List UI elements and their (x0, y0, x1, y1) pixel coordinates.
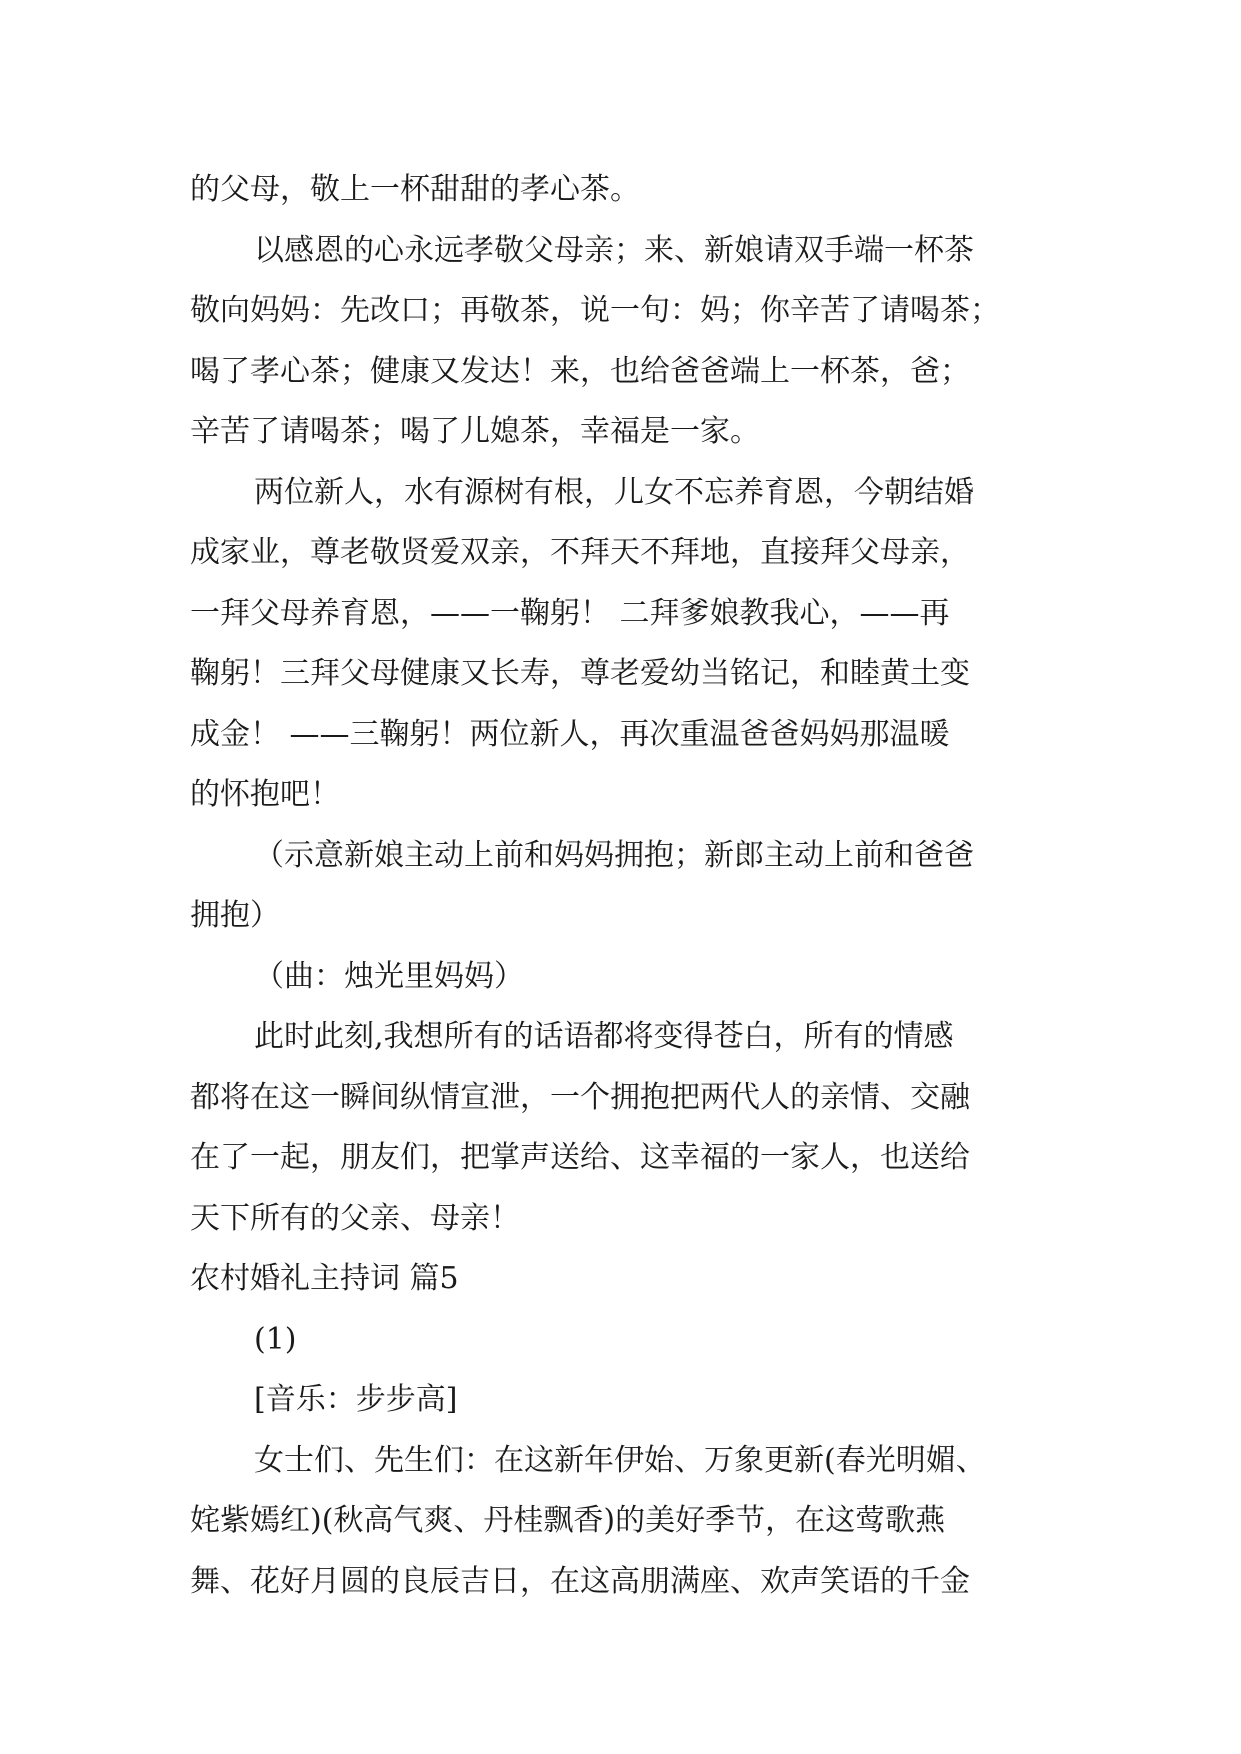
text-line: 在了一起，朋友们，把掌声送给、这幸福的一家人，也送给 (190, 1140, 970, 1175)
text-line: 天下所有的父亲、母亲！ (190, 1200, 520, 1236)
text-line: 的怀抱吧！ (190, 777, 340, 812)
text-line: 辛苦了请喝茶；喝了儿媳茶，幸福是一家。 (190, 414, 760, 449)
text-line: 此时此刻,我想所有的话语都将变得苍白，所有的情感 (254, 1019, 954, 1054)
text-line: 一拜父母养育恩，——一鞠躬！ 二拜爹娘教我心，——再 (190, 595, 950, 631)
text-line: 成金！ ——三鞠躬！两位新人，再次重温爸爸妈妈那温暖 (190, 716, 950, 752)
text-line: 舞、花好月圆的良辰吉日，在这高朋满座、欢声笑语的千金 (190, 1563, 970, 1599)
text-line: 成家业，尊老敬贤爱双亲，不拜天不拜地，直接拜父母亲， (190, 535, 970, 570)
text-line: 拥抱） (190, 898, 280, 933)
text-line: 敬向妈妈：先改口；再敬茶，说一句：妈；你辛苦了请喝茶； (190, 293, 1000, 328)
text-line: 鞠躬！三拜父母健康又长寿，尊老爱幼当铭记，和睦黄土变 (190, 656, 970, 691)
text-line: [音乐：步步高] (254, 1382, 458, 1417)
text-line: 的父母，敬上一杯甜甜的孝心茶。 (190, 172, 640, 207)
text-line: 都将在这一瞬间纵情宣泄，一个拥抱把两代人的亲情、交融 (190, 1079, 970, 1115)
text-line: 喝了孝心茶；健康又发达！来，也给爸爸端上一杯茶，爸； (190, 353, 970, 389)
text-line: 女士们、先生们：在这新年伊始、万象更新(春光明媚、 (254, 1442, 986, 1478)
text-line: 以感恩的心永远孝敬父母亲；来、新娘请双手端一杯茶 (254, 232, 974, 268)
text-line: (1) (254, 1321, 297, 1357)
text-line: （曲：烛光里妈妈） (254, 958, 524, 994)
text-line: （示意新娘主动上前和妈妈拥抱；新郎主动上前和爸爸 (254, 837, 974, 873)
text-line: 两位新人，水有源树有根，儿女不忘养育恩，今朝结婚 (254, 474, 974, 510)
section-heading: 农村婚礼主持词 篇5 (190, 1261, 459, 1296)
document-body (190, 160, 1070, 1612)
text-line: 姹紫嫣红)(秋高气爽、丹桂飘香)的美好季节，在这莺歌燕 (190, 1503, 946, 1538)
